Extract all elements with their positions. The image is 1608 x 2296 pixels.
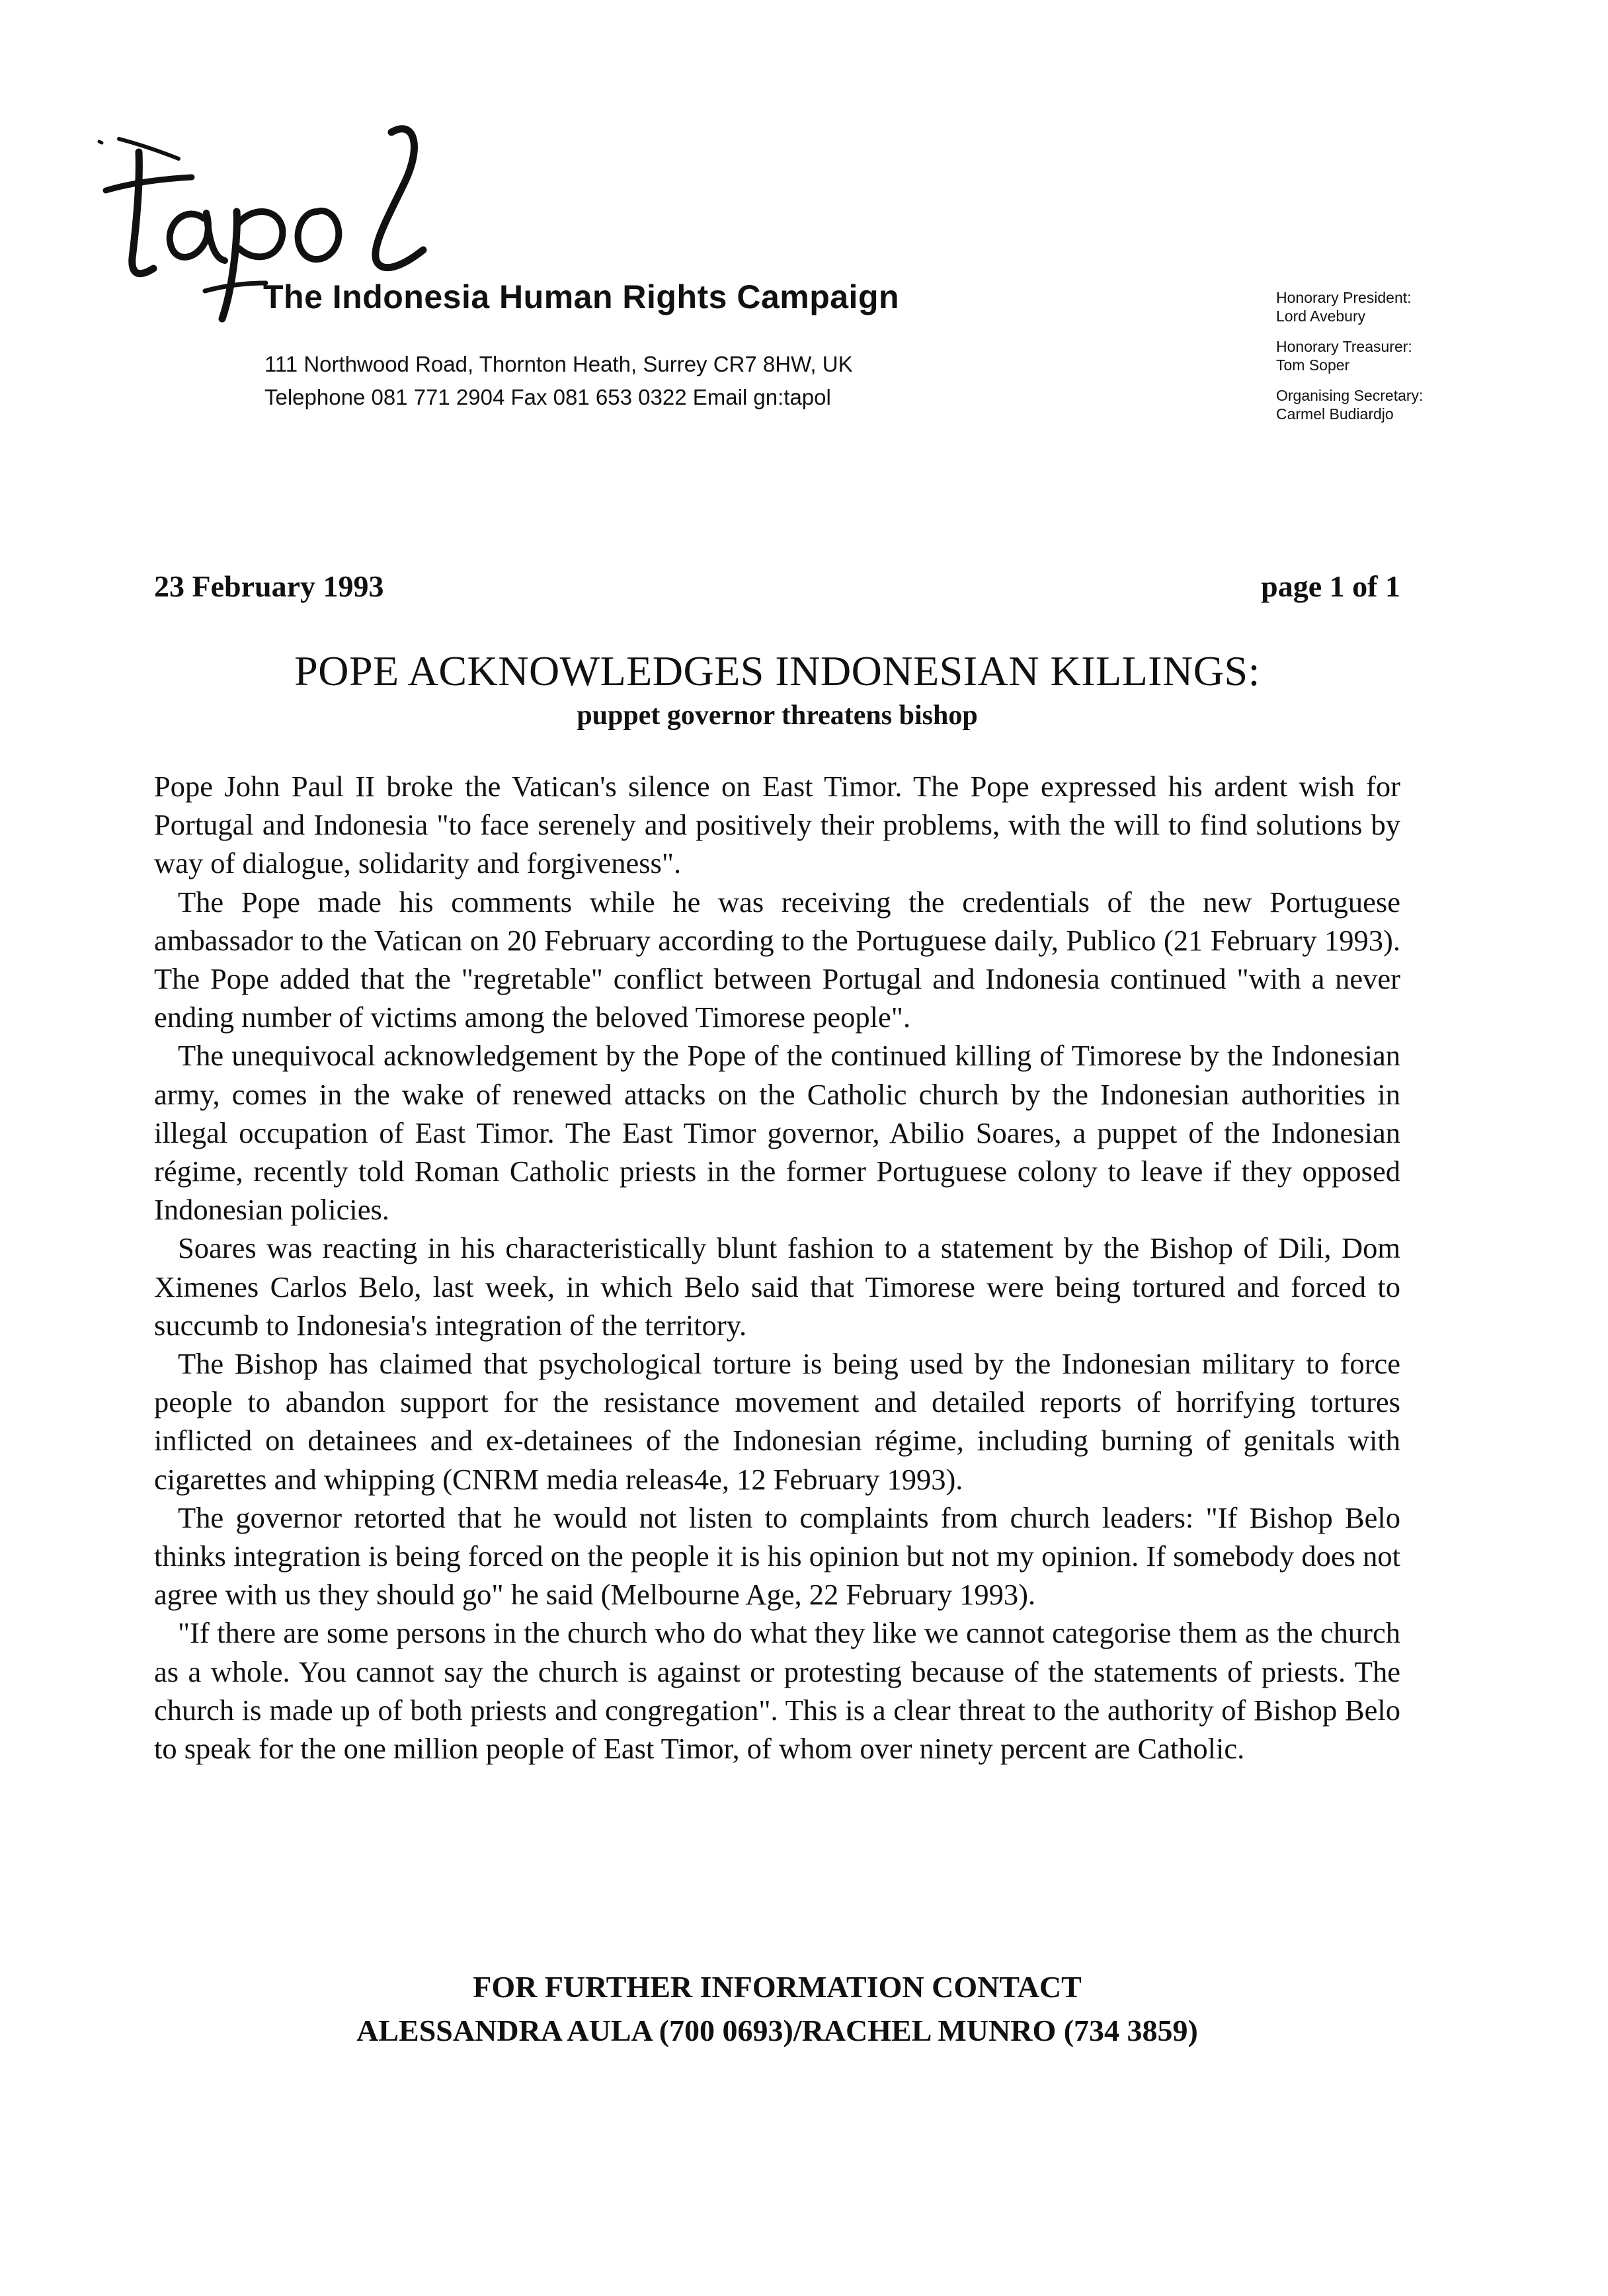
paragraph: The governor retorted that he would not listen to complaints from church leaders: "If Bishop Belo thinks integration is being forced on the people it is his opinion but not my opinion. If somebody does not agree with us they should go" he said (Melbourne Age, 22 February 1993). (154, 1500, 1400, 1612)
document-date: 23 February 1993 (154, 569, 384, 603)
officer-role: Honorary President: (1276, 289, 1412, 306)
officer-president (1276, 288, 1541, 325)
paragraph: Pope John Paul II broke the Vatican's silence on East Timor. The Pope expressed his ardent wish for Portugal and Indonesia "to face serenely and positively their problems, with the will to find solutions by way of dialogue, solidarity and forgiveness". (154, 770, 1400, 880)
paragraph: "If there are some persons in the church who do what they like we cannot categorise them as the church as a whole. You cannot say the church is against or protesting because of the statements of priests. The church is made up of both priests and congregation". This is a clear threat to the authority of Bishop Belo to speak for the one million people of East Timor, of whom over ninety percent are Catholic. (154, 1616, 1400, 1766)
contact-heading: FOR FURTHER INFORMATION CONTACT (473, 1970, 1082, 2004)
officer-role: Organising Secretary: (1276, 387, 1424, 404)
officer-name: Tom Soper (1276, 356, 1350, 374)
contact-names: ALESSANDRA AULA (700 0693)/RACHEL MUNRO (734 3859) (356, 2014, 1198, 2047)
officer-name: Carmel Budiardjo (1276, 405, 1394, 423)
officer-name: Lord Avebury (1276, 308, 1366, 325)
page-number: page 1 of 1 (1261, 569, 1400, 603)
paragraph: The Bishop has claimed that psychological torture is being used by the Indonesian military to force people to abandon support for the resistance movement and detailed reports of horrifying tortures inflicted on detainees and ex-detainees of the Indonesian régime, including burning of genitals with cigarettes and whipping (CNRM media releas4e, 12 February 1993). (154, 1347, 1400, 1496)
officer-secretary (1276, 386, 1541, 423)
officers-list (1276, 288, 1541, 435)
org-address: 111 Northwood Road, Thornton Heath, Surrey CR7 8HW, UK (264, 352, 853, 376)
headline: POPE ACKNOWLEDGES INDONESIAN KILLINGS: (294, 647, 1260, 694)
paragraph: The Pope made his comments while he was receiving the credentials of the new Portuguese ambassador to the Vatican on 20 February according to the Portuguese daily, Publico (21 February 1993). The Pope added that the "regretable" conflict between Portugal and Indonesia continued "with a never ending number of victims among the beloved Timorese people". (154, 885, 1400, 1034)
article-body (154, 767, 1400, 1768)
dateline (154, 569, 1400, 608)
officer-role: Honorary Treasurer: (1276, 338, 1412, 355)
org-contact-line: Telephone 081 771 2904 Fax 081 653 0322 Email gn:tapol (264, 385, 831, 409)
org-name: The Indonesia Human Rights Campaign (263, 278, 900, 315)
paragraph: The unequivocal acknowledgement by the Pope of the continued killing of Timorese by the Indonesian army, comes in the wake of renewed attacks on the Catholic church by the Indonesian authorities in illegal occupation of East Timor. The East Timor governor, Abilio Soares, a puppet of the Indonesian régime, recently told Roman Catholic priests in the former Portuguese colony to leave if they opposed Indonesian policies. (154, 1039, 1400, 1227)
subheadline: puppet governor threatens bishop (577, 700, 978, 731)
paragraph: Soares was reacting in his characteristically blunt fashion to a statement by the Bishop of Dili, Dom Ximenes Carlos Belo, last week, in which Belo said that Timorese were being tortured and forced to succumb to Indonesia's integration of the territory. (154, 1231, 1400, 1342)
officer-treasurer (1276, 337, 1541, 374)
contact-block (154, 1965, 1400, 2053)
